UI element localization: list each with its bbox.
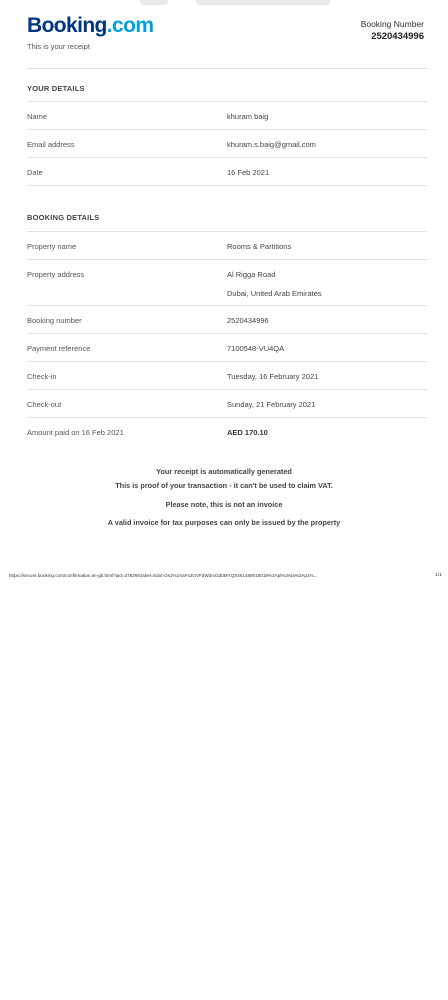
print-url: https://secure.booking.com/confirmation.en-gb.html?aid=378266;label=bdot-Os1%2AaFx2GVFdW3rxGd0MYQS461489016018%3Apl%3Ata%3Ap1%... [9, 573, 318, 578]
check-in-value: Tuesday, 16 February 2021 [227, 372, 319, 381]
email-label: Email address [27, 140, 75, 149]
property-name-label: Property name [27, 242, 77, 251]
your-details-title: YOUR DETAILS [27, 84, 85, 93]
name-value: khuram baig [227, 112, 269, 121]
divider [27, 417, 427, 418]
email-value: khuram.s.baig@gmail.com [227, 140, 316, 149]
print-page-count: 1/1 [435, 573, 442, 578]
footer-not-invoice: Please note, this is not an invoice [165, 500, 283, 509]
property-name-value: Rooms & Partitions [227, 242, 292, 251]
divider [27, 333, 427, 334]
divider [27, 361, 427, 362]
property-address-line1: Al Rigga Road [227, 270, 276, 279]
divider [27, 259, 427, 260]
divider [27, 231, 427, 232]
divider [27, 305, 427, 306]
booking-logo [27, 14, 153, 38]
divider [27, 185, 427, 186]
date-label: Date [27, 168, 43, 177]
booking-number-label: Booking Number [360, 19, 424, 29]
check-in-label: Check-in [27, 372, 57, 381]
browser-tab-fragment [140, 0, 168, 5]
property-address-label: Property address [27, 270, 85, 279]
logo-booking-text: Booking [27, 14, 107, 37]
divider [27, 129, 427, 130]
divider [27, 68, 427, 69]
amount-paid-label: Amount paid on 16 Feb 2021 [27, 428, 124, 437]
divider [27, 101, 427, 102]
browser-tab-fragment [196, 0, 330, 5]
booking-number-row-value: 2520434996 [227, 316, 269, 325]
browser-top-strip [0, 0, 448, 6]
date-value: 16 Feb 2021 [227, 168, 270, 177]
amount-paid-value: AED 170.10 [227, 428, 268, 437]
footer-proof-of-transaction: This is proof of your transaction - it can't be used to claim VAT. [115, 481, 333, 490]
payment-reference-label: Payment reference [27, 344, 91, 353]
payment-reference-value: 7100548-VU4QA [227, 344, 285, 353]
name-label: Name [27, 112, 48, 121]
booking-details-title: BOOKING DETAILS [27, 213, 100, 222]
booking-number-row-label: Booking number [27, 316, 82, 325]
property-address-line2: Dubai, United Arab Emirates [227, 289, 322, 298]
divider [27, 157, 427, 158]
booking-number-value: 2520434996 [371, 31, 424, 42]
logo-dotcom-text: .com [106, 14, 154, 37]
footer-auto-generated: Your receipt is automatically generated [156, 467, 292, 476]
receipt-subtitle: This is your receipt [27, 42, 90, 51]
divider [27, 389, 427, 390]
check-out-value: Sunday, 21 February 2021 [227, 400, 316, 409]
check-out-label: Check-out [27, 400, 62, 409]
footer-valid-invoice: A valid invoice for tax purposes can only be issued by the property [107, 518, 341, 527]
